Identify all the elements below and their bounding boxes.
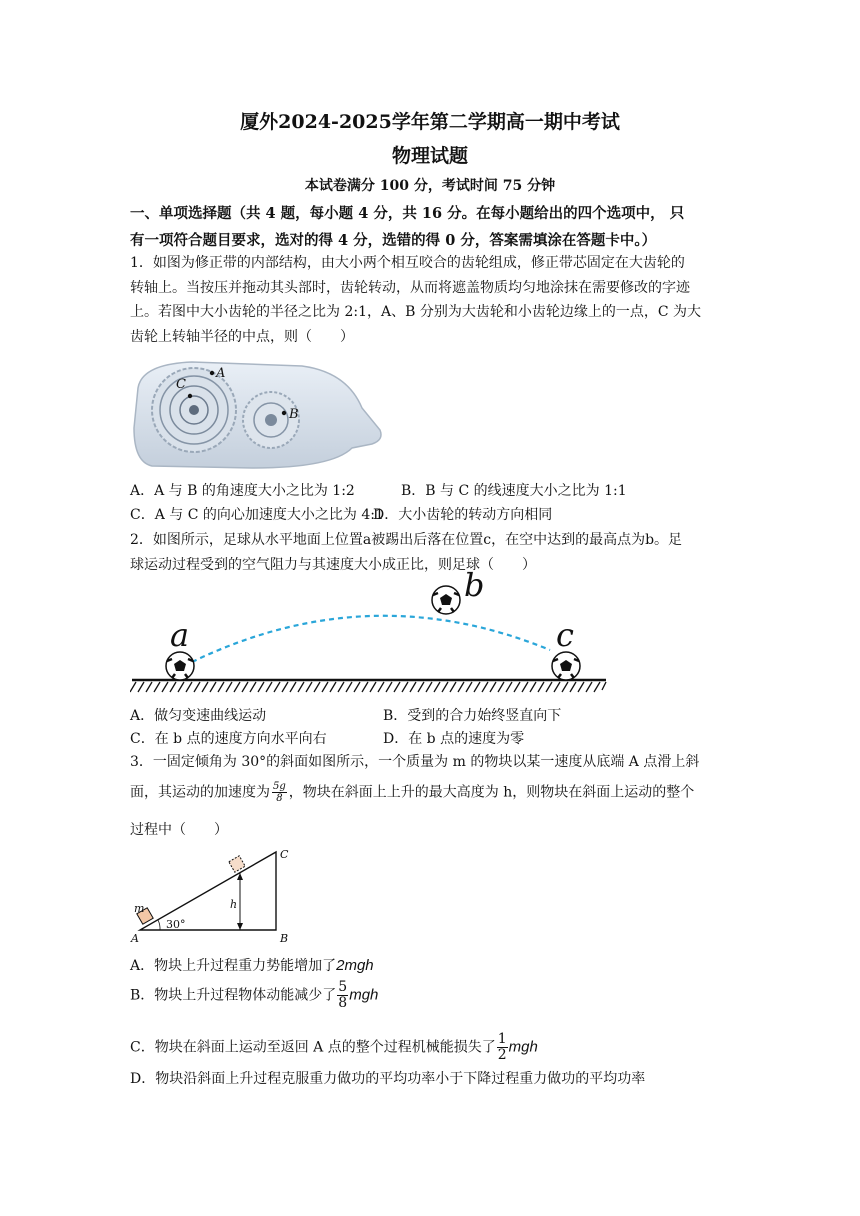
q2-option-c: C．在 b 点的速度方向水平向右 xyxy=(130,731,327,747)
q3-stem-line-1: 3．一固定倾角为 30°的斜面如图所示，一个质量为 m 的物块以某一速度从底端 A 点滑上斜 xyxy=(130,754,700,770)
q1-stem-line-1: 1．如图为修正带的内部结构，由大小两个相互咬合的齿轮组成，修正带芯固定在大齿轮的 xyxy=(130,255,685,271)
q3-stem-line-3: 过程中（ ） xyxy=(130,822,228,838)
q1-stem-line-4: 齿轮上转轴半径的中点，则（ ） xyxy=(130,328,354,345)
football-b-icon xyxy=(432,586,460,614)
q2-option-a: A．做匀变速曲线运动 xyxy=(130,708,267,724)
q3-option-b-expr: mgh xyxy=(349,986,379,1004)
football-a-icon xyxy=(166,652,194,680)
figure1-label-a: A xyxy=(216,366,226,381)
q3-option-a-text: A．物块上升过程重力势能增加了 xyxy=(130,958,337,974)
q3-option-c-den: 2 xyxy=(497,1047,507,1063)
figure3-label-angle: 30° xyxy=(166,918,186,931)
figure1-label-b: B xyxy=(289,407,299,422)
q3-acceleration-fraction xyxy=(272,781,287,804)
section-heading xyxy=(130,200,735,254)
exam-title: 厦外2024-2025学年第二学期高一期中考试 xyxy=(240,111,620,133)
figure3-label-h: h xyxy=(230,898,238,911)
figure3-label-m: m xyxy=(134,902,145,915)
q3-option-c-expr: mgh xyxy=(508,1038,538,1056)
q1-option-d: D．大小齿轮的转动方向相同 xyxy=(373,507,553,523)
q1-option-a: A．A 与 B 的角速度大小之比为 1:2 xyxy=(130,483,355,499)
q3-option-a-expr: 2mgh xyxy=(336,957,374,974)
q3-option-b-num: 5 xyxy=(338,979,348,995)
q1-option-c: C．A 与 C 的向心加速度大小之比为 4:1 xyxy=(130,507,384,523)
q3-option-b-text: B．物块上升过程物体动能减少了 xyxy=(130,987,337,1004)
q3-stem-line-2-start: 面，其运动的加速度为 xyxy=(130,784,270,801)
q3-option-d: D．物块沿斜面上升过程克服重力做功的平均功率小于下降过程重力做功的平均功率 xyxy=(130,1071,646,1087)
figure2-label-b: b xyxy=(464,566,485,604)
q3-option-a xyxy=(130,955,374,975)
figure3-label-b: B xyxy=(280,932,289,944)
exam-info: 本试卷满分 100 分，考试时间 75 分钟 xyxy=(304,178,556,194)
q3-option-c-text: C．物块在斜面上运动至返回 A 点的整个过程机械能损失了 xyxy=(130,1039,496,1056)
q3-frac-numerator: 5g xyxy=(273,781,286,792)
q3-stem-line-2-end: ，物块在斜面上上升的最大高度为 h，则物块在斜面上运动的整个 xyxy=(288,784,695,801)
q3-option-b-den: 8 xyxy=(338,995,348,1011)
q2-stem-line-2: 球运动过程受到的空气阻力与其速度大小成正比，则足球（ ） xyxy=(130,556,536,573)
q3-option-c-fraction xyxy=(497,1032,508,1063)
football-trajectory-figure xyxy=(130,566,610,702)
figure2-label-c: c xyxy=(556,616,574,654)
figure2-label-a: a xyxy=(170,616,190,654)
figure3-label-a: A xyxy=(131,932,139,944)
incline-figure xyxy=(130,848,300,944)
q3-option-b xyxy=(130,980,378,1011)
question-2-options xyxy=(130,705,735,753)
q1-stem-line-2: 转轴上。当按压并拖动其头部时，齿轮转动，从而将遮盖物质均匀地涂抹在需要修改的字迹 xyxy=(130,279,690,296)
q1-stem-line-3: 上。若图中大小齿轮的半径之比为 2:1，A、B 分别为大齿轮和小齿轮边缘上的一点，C 为大 xyxy=(130,304,701,320)
section-heading-line-2: 有一项符合题目要求，选对的得 4 分，选错的得 0 分，答案需填涂在答题卡中。） xyxy=(130,232,657,249)
section-heading-line-1: 一、单项选择题（共 4 题，每小题 4 分，共 16 分。在每小题给出的四个选项中， 只 xyxy=(130,205,685,222)
q3-option-b-fraction xyxy=(337,980,348,1011)
question-1-options xyxy=(130,480,735,528)
football-c-icon xyxy=(552,652,580,680)
q3-option-c-num: 1 xyxy=(497,1031,507,1047)
q3-stem-line-2 xyxy=(130,781,694,804)
subject-title: 物理试题 xyxy=(391,145,468,167)
figure3-label-c: C xyxy=(280,848,289,861)
q3-frac-denominator: 8 xyxy=(276,793,283,804)
figure1-label-c: C xyxy=(176,377,186,392)
q2-option-b: B．受到的合力始终竖直向下 xyxy=(383,708,562,724)
q2-stem-line-1: 2．如图所示，足球从水平地面上位置a被踢出后落在位置c，在空中达到的最高点为b。足 xyxy=(130,532,683,548)
question-1-stem xyxy=(130,251,735,349)
correction-tape-gear-figure xyxy=(132,358,386,473)
q1-option-b: B．B 与 C 的线速度大小之比为 1:1 xyxy=(401,483,627,499)
q2-option-d: D．在 b 点的速度为零 xyxy=(383,731,525,747)
q3-option-c xyxy=(130,1032,538,1063)
